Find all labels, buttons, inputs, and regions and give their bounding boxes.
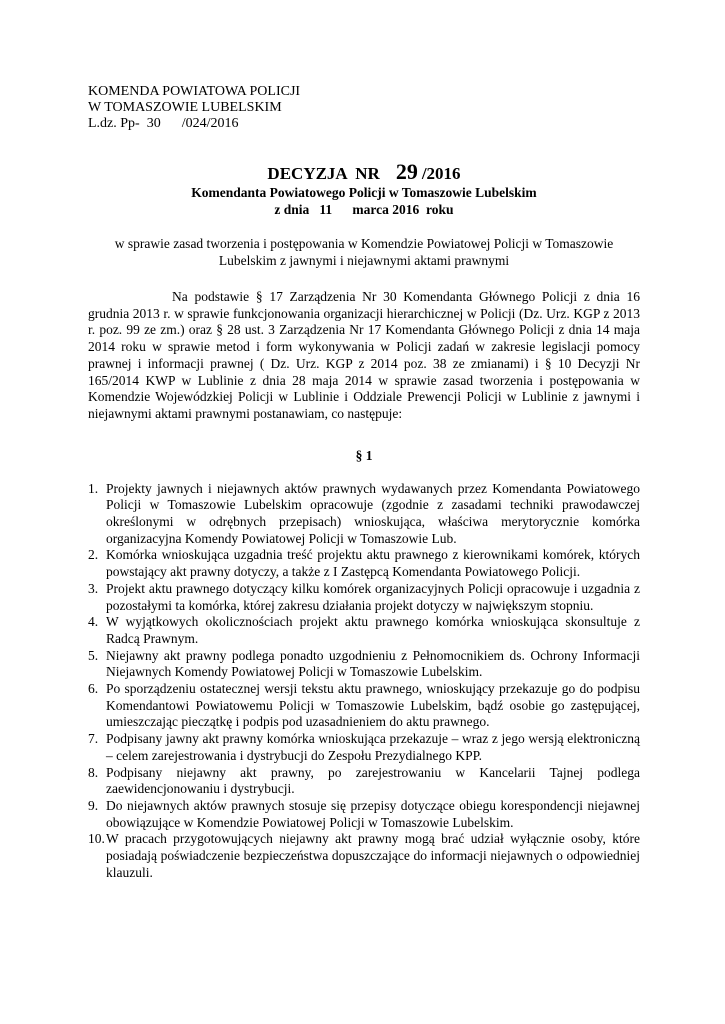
list-item [88,798,640,831]
decision-date: z dnia 11 marca 2016 roku [274,202,454,217]
item-number: 1. [88,480,99,496]
list-item [88,581,640,614]
item-text: Projekt aktu prawnego dotyczący kilku komórek organizacyjnych Policji opracowuje i uzgadnia z pozostałymi ta komórka, której zakresu działania projekt dotyczy w największym stopniu. [106,580,640,613]
document-page [88,84,640,882]
subject-line-1: w sprawie zasad tworzenia i postępowania w Komendzie Powiatowej Policji w Tomaszowie [114,236,614,251]
list-item [88,765,640,798]
item-text: W wyjątkowych okolicznościach projekt aktu prawnego komórka wnioskująca skonsultuje z Radcą Prawnym. [106,614,640,646]
item-number: 10. [88,831,105,847]
document-header [88,84,640,132]
decision-title [88,159,640,184]
item-text: Podpisany niejawny akt prawny, po zarejestrowaniu w Kancelarii Tajnej podlega zaewidencjonowaniu i dystrybucji. [106,764,640,797]
header-line-unit: KOMENDA POWIATOWA POLICJI [88,84,301,99]
header-line-reference: L.dz. Pp- 30 /024/2016 [88,116,239,131]
list-item [88,681,640,731]
header-line-city: W TOMASZOWIE LUBELSKIM [88,100,282,115]
decision-year: /2016 [421,164,461,183]
decision-subject [88,236,640,269]
item-text: Podpisany jawny akt prawny komórka wnioskująca przekazuje – wraz z jego wersją elektroniczną – celem zarejestrowania i dystrybucji do Zespołu Prezydialnego KPP. [106,731,640,763]
item-number: 7. [88,731,99,747]
list-item [88,731,640,764]
item-number: 3. [88,580,99,596]
item-number: 4. [88,614,99,630]
section-heading: § 1 [355,447,373,463]
item-number: 9. [88,797,99,813]
item-text: Niejawny akt prawny podlega ponadto uzgodnieniu z Pełnomocnikiem ds. Ochrony Informacji Niejawnych Komendy Powiatowej Policji w Tomaszowie Lubelskim. [106,647,640,680]
list-item [88,614,640,647]
decision-issuer: Komendanta Powiatowego Policji w Tomaszowie Lubelskim [191,185,537,200]
item-number: 6. [88,681,99,697]
preamble-paragraph: Na podstawie § 17 Zarządzenia Nr 30 Komendanta Głównego Policji z dnia 16 grudnia 2013 r. w sprawie funkcjonowania organizacji hierarchicznej w Policji (Dz. Urz. KGP z 2013 r. poz. 99 ze zm.) oraz § 28 ust. 3 Zarządzenia Nr 17 Komendanta Głównego Policji z dnia 14 maja 2014 roku w sprawie metod i form wykonywania w Policji zadań w zakresie legislacji pomocy prawnej i informacji prawnej ( Dz. Urz. KGP z 2014 poz. 38 ze zmianami) i § 10 Decyzji Nr 165/2014 KWP w Lublinie z dnia 28 maja 2014 w sprawie zasad tworzenia i postępowania w Komendzie Wojewódzkiej Policji w Lublinie i Oddziale Prewencji Policji w Lublinie z jawnymi i niejawnymi aktami prawnymi postanawiam, co następuje: [88,289,640,421]
item-text: Projekty jawnych i niejawnych aktów prawnych wydawanych przez Komendanta Powiatowego Policji w Tomaszowie Lubelskim opracowuje (zgodnie z zasadami techniki prawodawczej określonymi w odrębnych przepisach) wnioskująca, właściwa merytorycznie komórka organizacyjna Komendy Powiatowej Policji w Tomaszowie Lub. [106,480,640,546]
provisions-list [88,481,640,882]
item-text: Do niejawnych aktów prawnych stosuje się przepisy dotyczące obiegu korespondencji niejawnej obowiązujące w Komendzie Powiatowej Policji w Tomaszowie Lubelskim. [106,797,640,830]
subject-line-2: Lubelskim z jawnymi i niejawnymi aktami prawnymi [218,252,510,268]
item-number: 8. [88,764,99,780]
decision-title-prefix: DECYZJA NR [267,164,380,183]
item-number: 2. [88,547,99,563]
list-item [88,547,640,580]
list-item [88,648,640,681]
item-text: Komórka wnioskująca uzgadnia treść projektu aktu prawnego z kierownikami komórek, których powstający akt prawny dotyczy, a także z I Zastępcą Komendanta Powiatowego Policji. [106,547,640,580]
item-text: W pracach przygotowujących niejawny akt prawny mogą brać udział wyłącznie osoby, które posiadają poświadczenie bezpieczeństwa dopuszczające do informacji niejawnych o odpowiedniej klauzuli. [106,831,640,880]
item-number: 5. [88,647,99,663]
list-item [88,831,640,881]
list-item [88,481,640,548]
item-text: Po sporządzeniu ostatecznej wersji tekstu aktu prawnego, wnioskujący przekazuje go do podpisu Komendantowi Powiatowemu Policji w Tomaszowie Lubelskim, bądź osobie go zastępującej, umieszczając pieczątkę i podpis pod uzasadnieniem do aktu prawnego. [106,681,640,730]
decision-number: 29 [395,159,418,184]
